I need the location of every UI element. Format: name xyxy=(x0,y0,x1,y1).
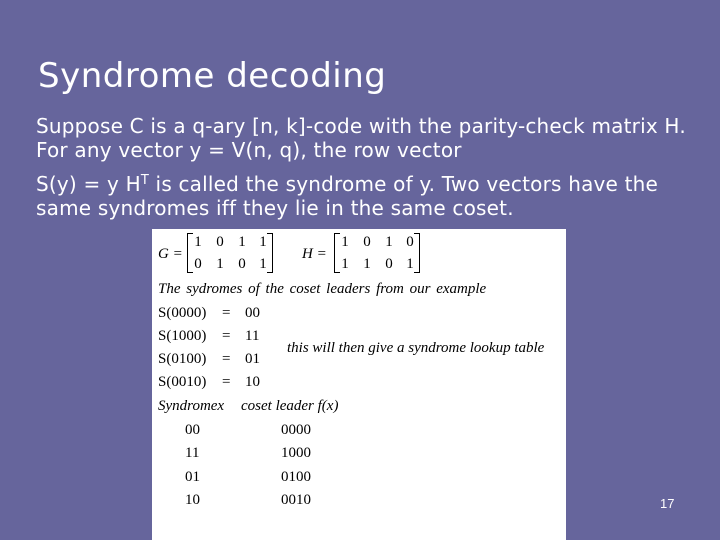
h-cell: 1 xyxy=(363,256,371,272)
g-matrix-label: G = xyxy=(158,246,183,262)
h-cell: 0 xyxy=(406,234,414,250)
syndrome-lhs: S(0100) xyxy=(158,351,207,367)
syndrome-equals: = xyxy=(222,351,231,367)
g-cell: 1 xyxy=(194,234,202,250)
h-matrix-label: H = xyxy=(302,246,327,262)
syndrome-definition-start: S(y) = y H xyxy=(36,172,141,196)
syndrome-lhs: S(1000) xyxy=(158,328,207,344)
g-cell: 1 xyxy=(259,234,267,250)
page-number: 17 xyxy=(660,496,675,511)
math-image-panel xyxy=(152,229,566,540)
syndrome-rhs: 11 xyxy=(245,328,260,344)
table-cell-leader: 1000 xyxy=(281,445,311,461)
syndrome-equals: = xyxy=(222,374,231,390)
body-paragraph-2 xyxy=(36,172,716,220)
transpose-superscript: T xyxy=(140,173,149,188)
h-cell: 1 xyxy=(385,234,393,250)
g-cell: 0 xyxy=(216,234,224,250)
slide-title: Syndrome decoding xyxy=(38,56,387,96)
table-header-syndrome: Syndromex xyxy=(158,398,225,414)
table-cell-leader: 0010 xyxy=(281,492,311,508)
syndrome-rhs: 00 xyxy=(245,305,260,321)
g-cell: 0 xyxy=(194,256,202,272)
syndromes-caption: The sydromes of the coset leaders from our example xyxy=(158,281,487,297)
g-cell: 1 xyxy=(216,256,224,272)
h-cell: 0 xyxy=(385,256,393,272)
syndrome-lhs: S(0000) xyxy=(158,305,207,321)
syndrome-lhs: S(0010) xyxy=(158,374,207,390)
syndrome-definition-end: is called the syndrome of y. Two vectors have the same syndromes iff they lie in the same coset. xyxy=(36,172,659,220)
table-cell-syndrome: 10 xyxy=(185,492,200,508)
table-cell-syndrome: 00 xyxy=(185,422,200,438)
table-cell-syndrome: 01 xyxy=(185,469,200,485)
h-cell: 1 xyxy=(341,234,349,250)
syndrome-rhs: 10 xyxy=(245,374,260,390)
body-paragraph-1: Suppose C is a q-ary [n, k]-code with the parity-check matrix H. For any vector y = V(n, q), the row vector xyxy=(36,114,686,162)
table-cell-leader: 0000 xyxy=(281,422,311,438)
table-header-coset-leader: coset leader f(x) xyxy=(241,398,339,414)
h-cell: 0 xyxy=(363,234,371,250)
syndrome-equals: = xyxy=(222,328,231,344)
g-cell: 1 xyxy=(259,256,267,272)
lookup-table-note: this will then give a syndrome lookup table xyxy=(287,340,545,356)
g-cell: 1 xyxy=(238,234,246,250)
syndrome-equals: = xyxy=(222,305,231,321)
g-cell: 0 xyxy=(238,256,246,272)
h-cell: 1 xyxy=(406,256,414,272)
syndrome-rhs: 01 xyxy=(245,351,260,367)
h-cell: 1 xyxy=(341,256,349,272)
table-cell-syndrome: 11 xyxy=(185,445,200,461)
table-cell-leader: 0100 xyxy=(281,469,311,485)
